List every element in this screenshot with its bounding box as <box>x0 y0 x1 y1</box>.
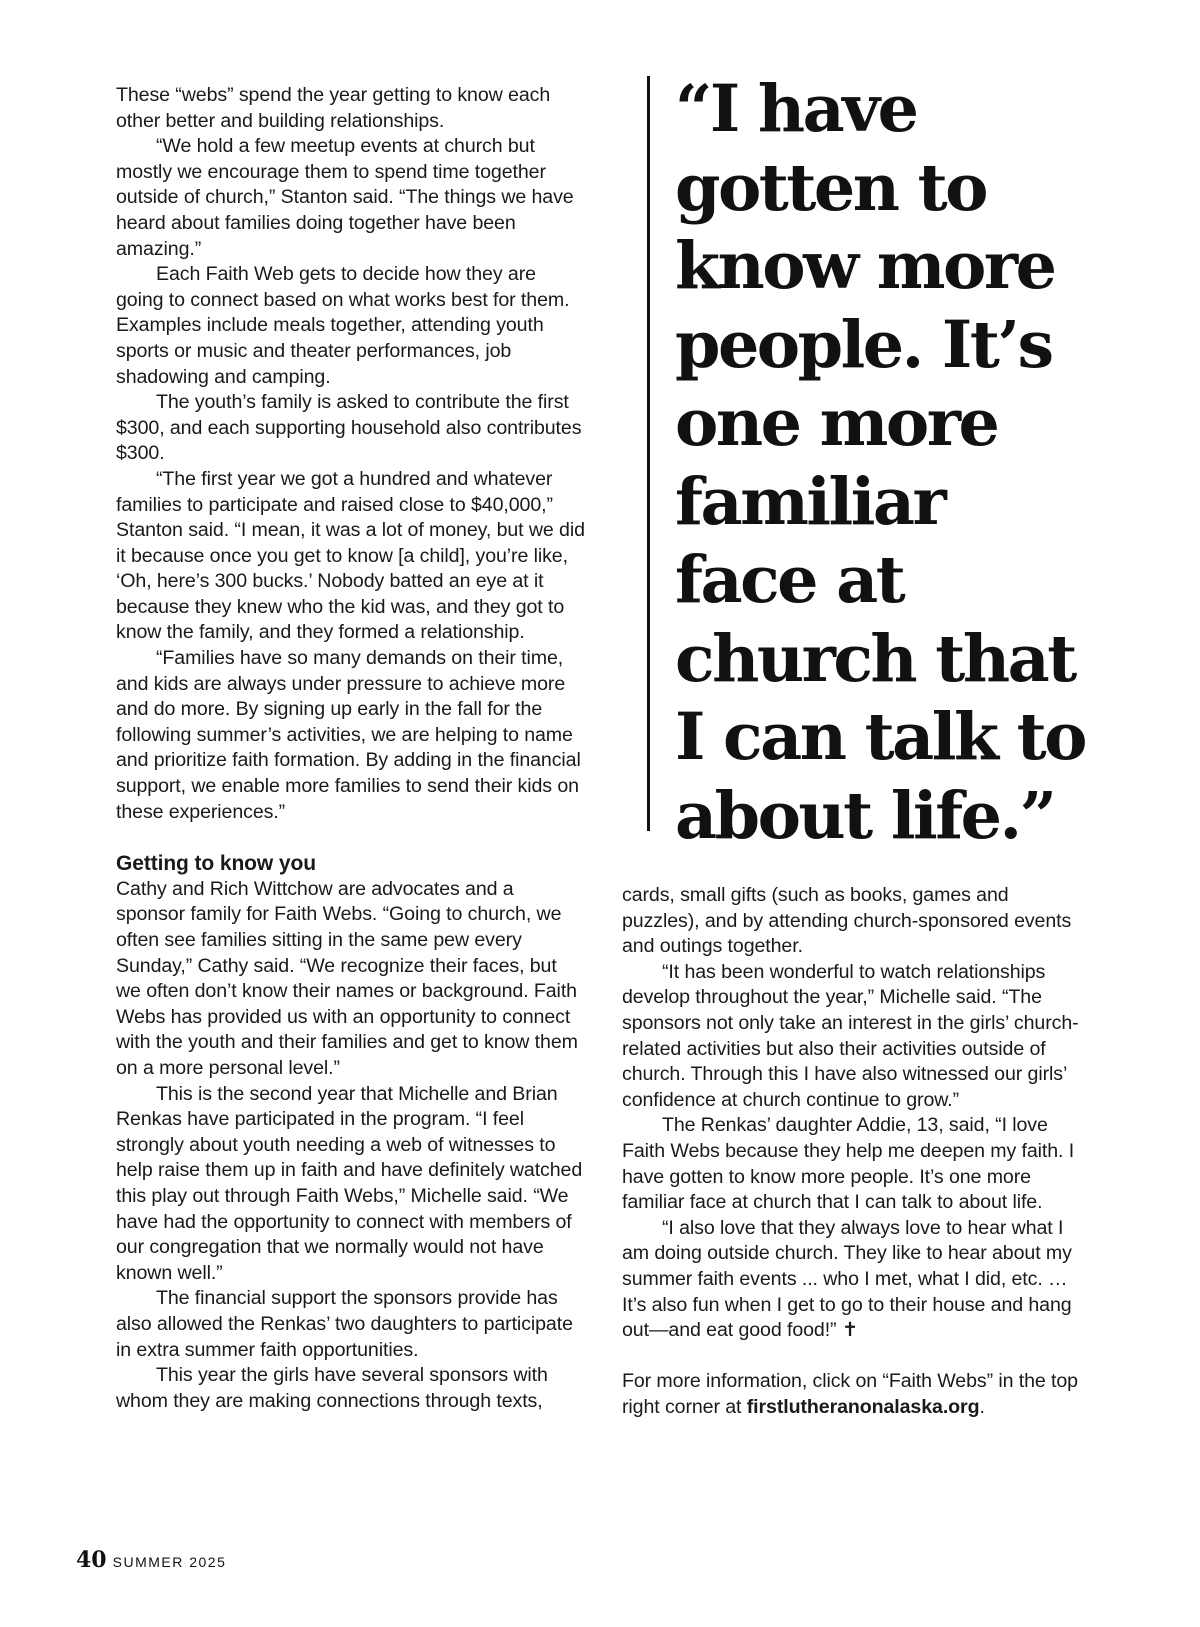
section-spacer <box>116 825 586 851</box>
paragraph: This year the girls have several sponsors with whom they are making connections through texts, <box>116 1364 548 1412</box>
pull-quote-line: know more <box>675 228 1055 304</box>
right-column <box>622 883 1090 1420</box>
more-info-text: For more information, click on “Faith Webs” in the top right corner at <box>622 1370 1078 1418</box>
paragraph: “The first year we got a hundred and whatever families to participate and raised close to $40,000,” Stanton said. “I mean, it was a lot of money, but we did it because once you get to know [a child], you’re like, ‘Oh, here’s 300 bucks.’ Nobody batted an eye at it because they knew who the kid was, and they got to know the family, and they formed a relationship. <box>116 467 585 644</box>
paragraph: “I also love that they always love to hear what I am doing outside church. They like to hear about my summer faith events ... who I met, what I did, etc. … It’s also fun when I get to go to their house and hang out—and eat good food!” ✝ <box>622 1216 1072 1342</box>
issue-label: SUMMER 2025 <box>112 1554 227 1570</box>
pull-quote-line: I can talk to <box>675 699 1085 775</box>
paragraph: The youth’s family is asked to contribute the first $300, and each supporting household also contributes $300. <box>116 391 582 465</box>
paragraph: The financial support the sponsors provide has also allowed the Renkas’ two daughters to participate in extra summer faith opportunities. <box>116 1287 573 1361</box>
pull-quote-line: about life.” <box>675 777 1055 854</box>
pull-quote <box>675 70 1195 855</box>
pull-quote-rule <box>647 76 650 831</box>
pull-quote-line: face at <box>675 542 904 618</box>
more-info-end: . <box>979 1395 985 1418</box>
pull-quote-line: gotten to <box>675 149 986 226</box>
paragraph: cards, small gifts (such as books, games and puzzles), and by attending church-sponsored events and outings together. <box>622 884 1072 958</box>
page-number: 40 <box>76 1547 107 1573</box>
section-spacer <box>622 1344 1090 1370</box>
paragraph: Each Faith Web gets to decide how they are going to connect based on what works best for them. Examples include meals together, attending youth sports or music and theater performances, job shadowing and camping. <box>116 263 570 388</box>
paragraph: “We hold a few meetup events at church but mostly we encourage them to spend time together outside of church,” Stanton said. “The things we have heard about families doing together have been amazing.” <box>116 135 574 260</box>
paragraph: Cathy and Rich Wittchow are advocates and a sponsor family for Faith Webs. “Going to church, we often see families sitting in the same pew every Sunday,” Cathy said. “We recognize their faces, but we often don’t know their names or background. Faith Webs has provided us with an opportunity to connect with the youth and their families and get to know them on a more personal level.” <box>116 877 578 1079</box>
pull-quote-line: people. It’s <box>675 306 1052 383</box>
pull-quote-line: one more <box>675 385 998 461</box>
paragraph: “It has been wonderful to watch relationships develop throughout the year,” Michelle said. “The sponsors not only take an interest in the girls’ church-related activities but also their activities outside of church. Through this I have also witnessed our girls’ confidence at church continue to grow.” <box>622 960 1079 1111</box>
more-info <box>622 1369 1090 1420</box>
paragraph: The Renkas’ daughter Addie, 13, said, “I love Faith Webs because they help me deepen my faith. I have gotten to know more people. It’s one more familiar face at church that I can talk to about life. <box>622 1114 1075 1214</box>
left-column <box>116 83 586 1414</box>
paragraph: These “webs” spend the year getting to know each other better and building relationships. <box>116 84 551 132</box>
website-link[interactable]: firstlutheranonalaska.org <box>746 1395 980 1418</box>
paragraph: “Families have so many demands on their time, and kids are always under pressure to achieve more and do more. By signing up early in the fall for the following summer’s activities, we are helping to name and prioritize faith formation. By adding in the financial support, we enable more families to send their kids on these experiences.” <box>116 647 581 823</box>
pull-quote-line: “I have <box>675 71 917 147</box>
pull-quote-line: familiar <box>675 463 945 540</box>
subhead: Getting to know you <box>116 851 316 875</box>
page-footer <box>76 1547 226 1573</box>
pull-quote-line: church that <box>675 620 1075 697</box>
paragraph: This is the second year that Michelle and Brian Renkas have participated in the program. “I feel strongly about youth needing a web of witnesses to help raise them up in faith and have definitely watched this play out through Faith Webs,” Michelle said. “We have had the opportunity to connect with members of our congregation that we normally would not have known well.” <box>116 1082 583 1284</box>
